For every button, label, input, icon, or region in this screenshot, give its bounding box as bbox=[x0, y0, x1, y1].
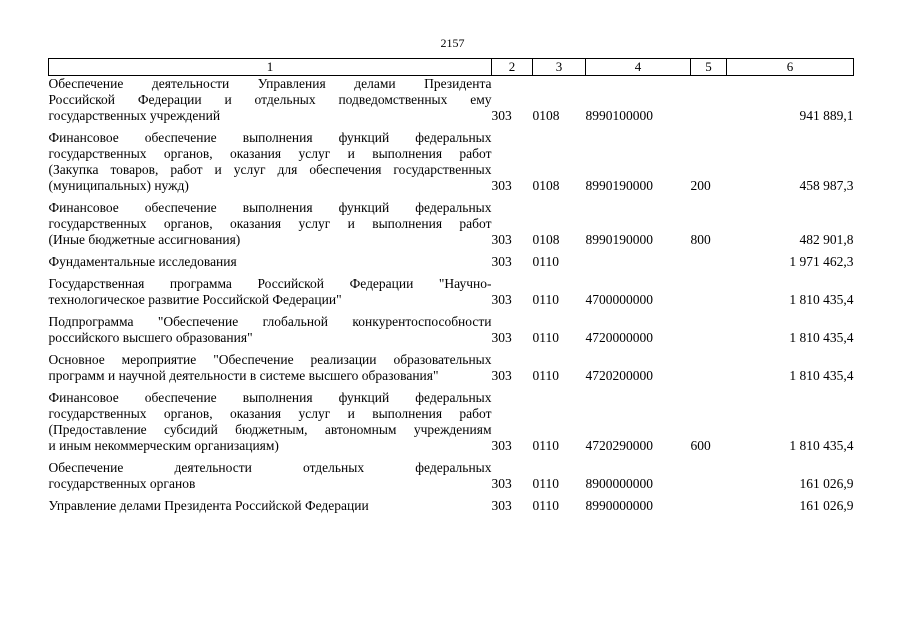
row-name-line: технологическое развитие Российской Федерации" bbox=[48, 292, 342, 307]
amount: 1 971 462,3 bbox=[789, 254, 854, 269]
target-article-code: 8990000000 bbox=[585, 498, 653, 513]
column-header-3: 3 bbox=[533, 59, 586, 76]
row-name-line: Фундаментальные исследования bbox=[48, 254, 237, 269]
row-name-line: (Иные бюджетные ассигнования) bbox=[48, 232, 241, 247]
section-code: 0108 bbox=[532, 232, 560, 247]
row-name-line: Финансовое обеспечение выполнения функций федеральных bbox=[48, 200, 492, 215]
table-row bbox=[49, 460, 854, 492]
row-name-line: государственных учреждений bbox=[48, 108, 221, 123]
admin-code: 303 bbox=[491, 438, 512, 453]
expense-type-code: 200 bbox=[690, 178, 711, 193]
expense-type-code bbox=[691, 276, 727, 308]
row-name-line: государственных органов bbox=[48, 476, 196, 491]
row-name-line: программ и научной деятельности в системе высшего образования" bbox=[48, 368, 439, 383]
row-name-line: Основное мероприятие "Обеспечение реализации образовательных bbox=[48, 352, 492, 367]
expense-type-code: 800 bbox=[690, 232, 711, 247]
section-code: 0110 bbox=[532, 254, 559, 269]
row-name-line: (Закупка товаров, работ и услуг для обеспечения государственных bbox=[48, 162, 492, 177]
table-row bbox=[49, 76, 854, 125]
amount: 161 026,9 bbox=[799, 476, 854, 491]
expense-type-code bbox=[691, 460, 727, 492]
table-row bbox=[49, 130, 854, 194]
amount: 458 987,3 bbox=[799, 178, 854, 193]
target-article-code: 4720200000 bbox=[585, 368, 653, 383]
expense-type-code bbox=[691, 314, 727, 346]
row-name-line: Подпрограмма "Обеспечение глобальной конкурентоспособности bbox=[48, 314, 492, 329]
target-article-code bbox=[586, 254, 691, 270]
row-name-line: Российской Федерации и отдельных подведомственных ему bbox=[48, 92, 492, 107]
admin-code: 303 bbox=[491, 368, 512, 383]
row-name-line: Финансовое обеспечение выполнения функций федеральных bbox=[48, 390, 492, 405]
admin-code: 303 bbox=[491, 292, 512, 307]
table-body bbox=[49, 76, 854, 515]
row-name bbox=[49, 460, 492, 492]
column-header-5: 5 bbox=[691, 59, 727, 76]
expense-type-code bbox=[691, 254, 727, 270]
row-name-line: государственных органов, оказания услуг и выполнения работ bbox=[48, 216, 492, 231]
row-name bbox=[49, 276, 492, 308]
target-article-code: 4720290000 bbox=[585, 438, 653, 453]
column-header-4: 4 bbox=[586, 59, 691, 76]
section-code: 0110 bbox=[532, 330, 559, 345]
expense-type-code bbox=[691, 352, 727, 384]
row-name-line: государственных органов, оказания услуг и выполнения работ bbox=[48, 406, 492, 421]
section-code: 0110 bbox=[532, 292, 559, 307]
table-row bbox=[49, 352, 854, 384]
target-article-code: 4700000000 bbox=[585, 292, 653, 307]
admin-code: 303 bbox=[491, 178, 512, 193]
row-name-line: (муниципальных) нужд) bbox=[48, 178, 189, 193]
row-name bbox=[49, 498, 492, 514]
amount: 482 901,8 bbox=[799, 232, 854, 247]
expense-type-code: 600 bbox=[690, 438, 711, 453]
row-name-line: государственных органов, оказания услуг и выполнения работ bbox=[48, 146, 492, 161]
section-code: 0110 bbox=[532, 368, 559, 383]
table-row bbox=[49, 390, 854, 454]
section-code: 0108 bbox=[532, 178, 560, 193]
table-row bbox=[49, 276, 854, 308]
expense-type-code bbox=[691, 498, 727, 514]
table-row bbox=[49, 200, 854, 248]
admin-code: 303 bbox=[491, 498, 512, 513]
section-code: 0110 bbox=[532, 438, 559, 453]
admin-code: 303 bbox=[491, 330, 512, 345]
column-header-6: 6 bbox=[727, 59, 854, 76]
table-header bbox=[49, 59, 854, 76]
target-article-code: 8900000000 bbox=[585, 476, 653, 491]
row-name bbox=[49, 254, 492, 270]
expense-type-code bbox=[691, 76, 727, 125]
amount: 1 810 435,4 bbox=[789, 438, 854, 453]
row-name bbox=[49, 390, 492, 454]
row-name bbox=[49, 200, 492, 248]
target-article-code: 4720000000 bbox=[585, 330, 653, 345]
table-row bbox=[49, 254, 854, 270]
section-code: 0110 bbox=[532, 498, 559, 513]
amount: 1 810 435,4 bbox=[789, 368, 854, 383]
budget-table bbox=[48, 58, 854, 514]
admin-code: 303 bbox=[491, 254, 512, 269]
table-row bbox=[49, 314, 854, 346]
row-name bbox=[49, 76, 492, 125]
column-header-1: 1 bbox=[49, 59, 492, 76]
row-name-line: Обеспечение деятельности отдельных федеральных bbox=[48, 460, 492, 475]
table-row bbox=[49, 498, 854, 514]
row-name-line: российского высшего образования" bbox=[48, 330, 253, 345]
amount: 941 889,1 bbox=[799, 108, 854, 123]
row-name bbox=[49, 352, 492, 384]
admin-code: 303 bbox=[491, 476, 512, 491]
admin-code: 303 bbox=[491, 232, 512, 247]
row-name-line: (Предоставление субсидий бюджетным, автономным учреждениям bbox=[48, 422, 492, 437]
target-article-code: 8990100000 bbox=[585, 108, 653, 123]
amount: 161 026,9 bbox=[799, 498, 854, 513]
row-name-line: и иным некоммерческим организациям) bbox=[48, 438, 279, 453]
column-header-2: 2 bbox=[492, 59, 533, 76]
admin-code: 303 bbox=[491, 108, 512, 123]
row-name-line: Государственная программа Российской Федерации "Научно- bbox=[48, 276, 492, 291]
row-name bbox=[49, 314, 492, 346]
amount: 1 810 435,4 bbox=[789, 330, 854, 345]
row-name bbox=[49, 130, 492, 194]
row-name-line: Финансовое обеспечение выполнения функций федеральных bbox=[48, 130, 492, 145]
target-article-code: 8990190000 bbox=[585, 178, 653, 193]
amount: 1 810 435,4 bbox=[789, 292, 854, 307]
page-number: 2157 bbox=[440, 36, 465, 50]
target-article-code: 8990190000 bbox=[585, 232, 653, 247]
section-code: 0110 bbox=[532, 476, 559, 491]
row-name-line: Управление делами Президента Российской Федерации bbox=[48, 498, 369, 513]
row-name-line: Обеспечение деятельности Управления делами Президента bbox=[48, 76, 492, 91]
section-code: 0108 bbox=[532, 108, 560, 123]
